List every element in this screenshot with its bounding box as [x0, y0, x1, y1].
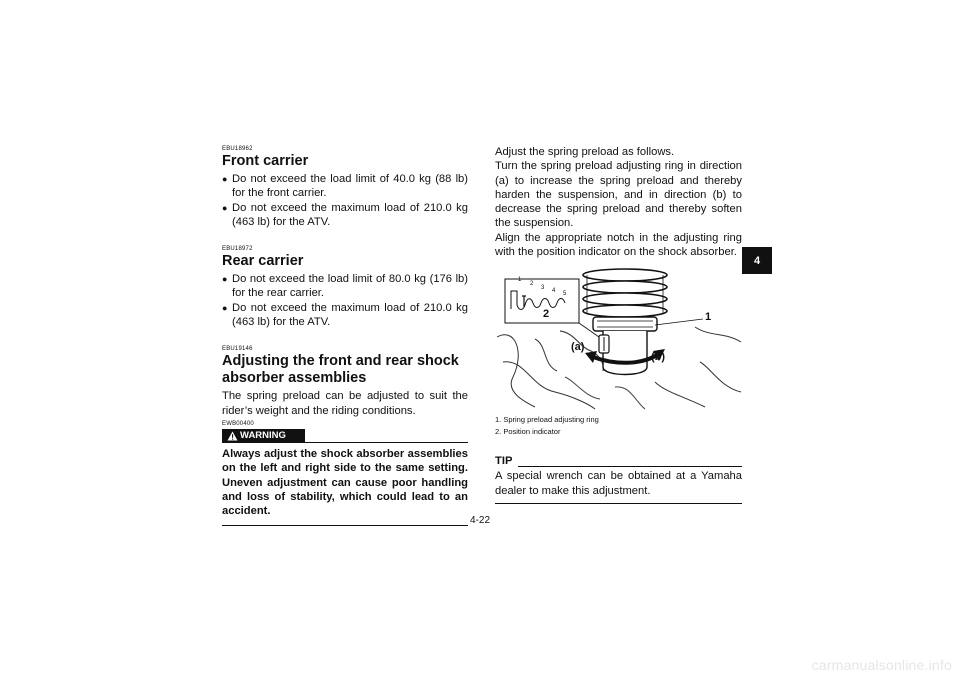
divider	[305, 442, 468, 443]
bullet-icon: ●	[222, 202, 228, 213]
list-item: ● Do not exceed the maximum load of 210.0 kg (463 lb) for the ATV.	[222, 201, 468, 228]
notch-label: 5	[563, 291, 567, 298]
direction-a-label: (a)	[571, 341, 585, 354]
caption-item: 2. Position indicator	[495, 427, 561, 437]
left-column	[222, 145, 468, 526]
align-paragraph: Align the appropriate notch in the adjusting ring with the position indicator on the shock absorber.	[495, 231, 742, 259]
tip-label: TIP	[495, 455, 513, 468]
notch-label: 4	[552, 288, 556, 295]
direction-b-label: (b)	[651, 351, 666, 364]
notch-label: 3	[541, 285, 545, 292]
section-code: EBU18962	[222, 146, 253, 152]
rear-carrier-heading: Rear carrier	[222, 253, 304, 270]
list-item: ● Do not exceed the load limit of 80.0 kg (176 lb) for the rear carrier.	[222, 273, 468, 300]
tip-header	[495, 455, 742, 469]
front-carrier-heading: Front carrier	[222, 153, 309, 169]
adjust-intro: The spring preload can be adjusted to suit the rider’s weight and the riding conditions.	[222, 390, 468, 417]
chapter-tab: 4	[742, 247, 772, 274]
list-item: ● Do not exceed the maximum load of 210.0 kg (463 lb) for the ATV.	[222, 301, 468, 329]
section-code: EBU18972	[222, 246, 253, 253]
divider	[495, 503, 742, 504]
warning-triangle-icon	[227, 431, 238, 441]
shock-absorber-illustration	[495, 267, 742, 410]
warning-header	[222, 429, 468, 445]
warning-text: Always adjust the shock absorber assemblies on the left and right side to the same setting. Uneven adjustment can cause poor handling and loss of stability, which could lead to an accident.	[222, 447, 468, 518]
bullet-icon: ●	[222, 274, 228, 285]
divider	[518, 466, 742, 467]
right-column	[495, 145, 742, 504]
bullet-icon: ●	[222, 302, 228, 313]
callout-2: 2	[543, 308, 550, 321]
adjusting-heading: Adjusting the front and rear shock absorber assemblies	[222, 353, 459, 387]
section-code: EBU19146	[222, 346, 253, 353]
warning-badge: WARNING	[222, 429, 305, 443]
figure-captions	[495, 414, 742, 438]
shock-absorber-figure	[495, 267, 742, 410]
page-number: 4-22	[469, 515, 490, 526]
watermark: carmanualsonline.info	[811, 657, 952, 673]
lead-text: Adjust the spring preload as follows.	[495, 146, 675, 158]
notch-label: 2	[530, 281, 534, 288]
direction-paragraph: Turn the spring preload adjusting ring in direction (a) to increase the spring preload and thereby harden the suspension, and in direction (b) to decrease the spring preload and thereby soften the suspension.	[495, 160, 742, 230]
callout-1: 1	[705, 311, 712, 324]
bullet-icon: ●	[222, 174, 228, 184]
tip-text: A special wrench can be obtained at a Yamaha dealer to make this adjustment.	[495, 470, 742, 497]
list-item: ● Do not exceed the load limit of 40.0 kg (88 lb) for the front carrier.	[222, 173, 468, 200]
caption-item: 1. Spring preload adjusting ring	[495, 415, 599, 425]
notch-label: 1	[518, 277, 522, 284]
warning-code: EWB00400	[222, 420, 254, 427]
